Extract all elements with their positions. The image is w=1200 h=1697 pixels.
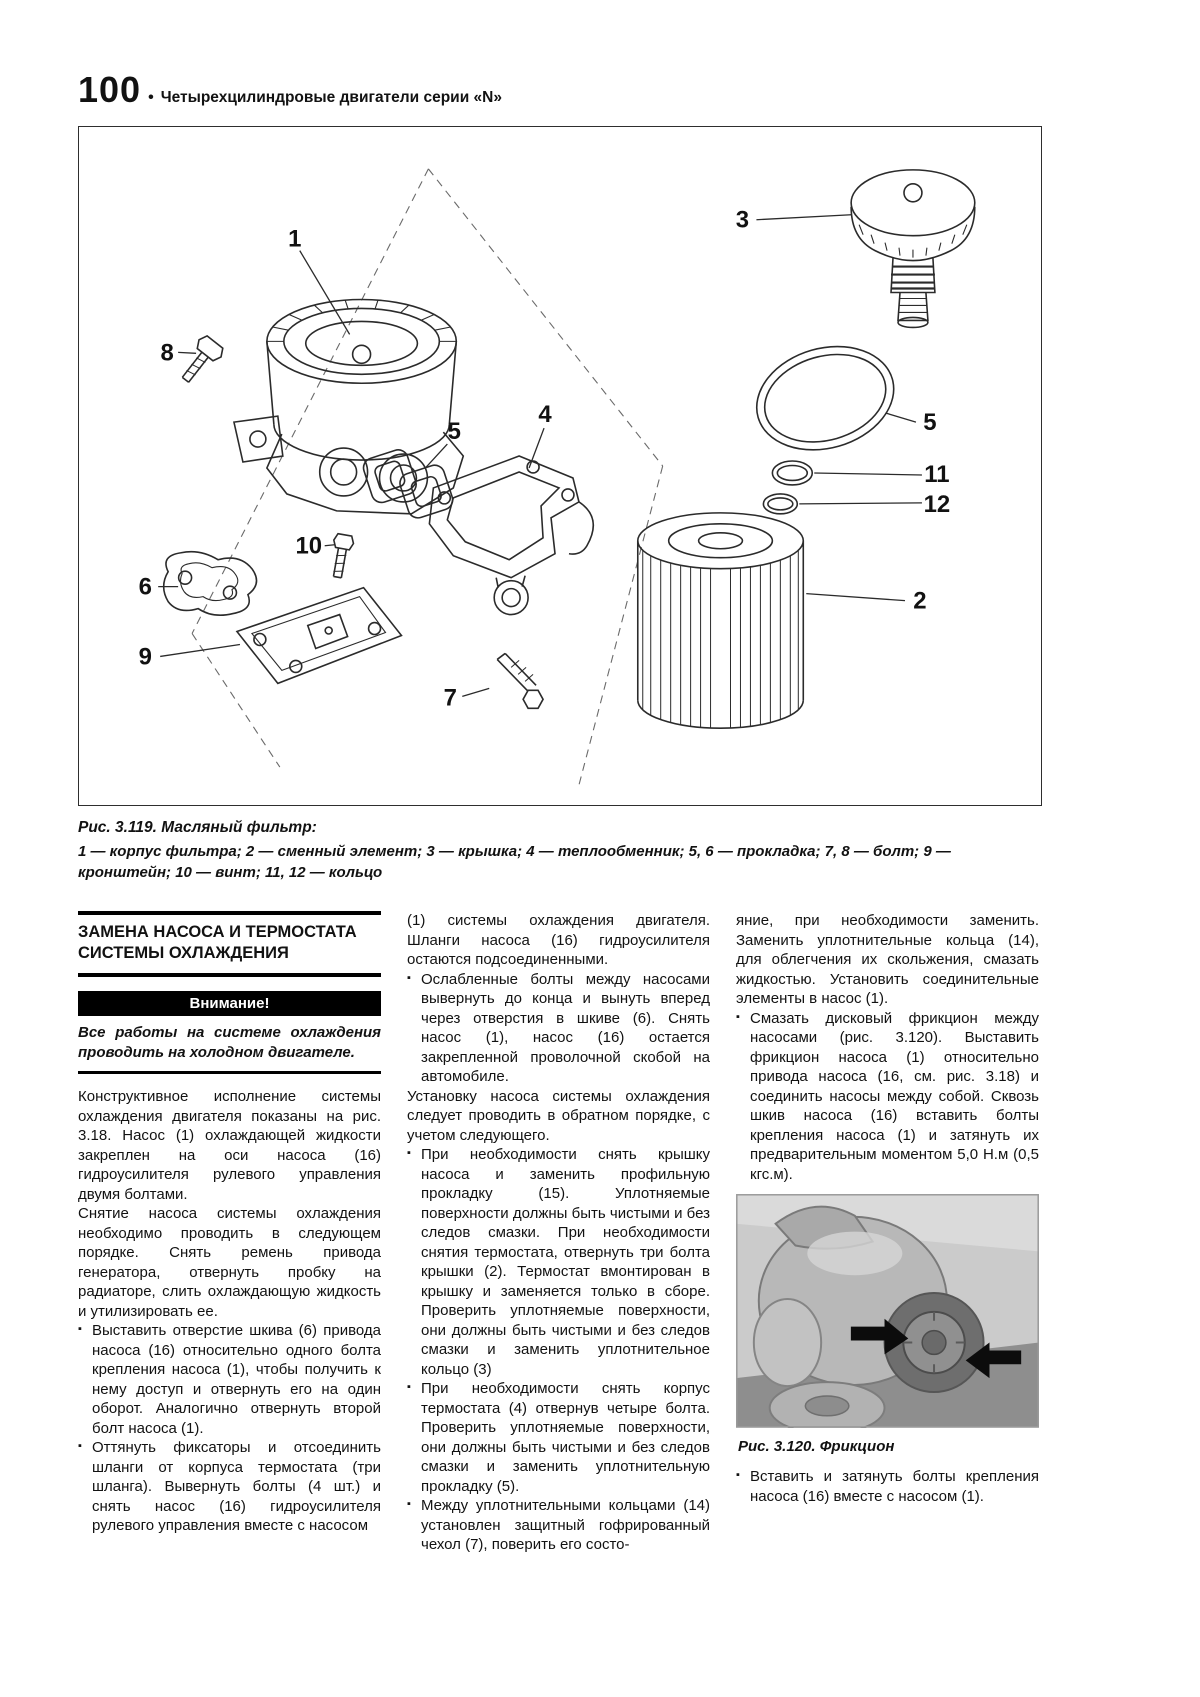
- bullet-item: ▪ Смазать дисковый фрикцион между насосами (рис. 3.120). Выставить фрикцион насоса (1) относительно привода насоса (16, см. рис. 3.18) и соединить насосы между собой. Сквозь шкив насоса (16) вставить болты крепления насоса (1) и затянуть их предварительным моментом 5,0 Н.м (0,5 кгс.м).: [736, 1009, 1039, 1185]
- callout-11: 11: [924, 460, 950, 488]
- callout-5-left: 5: [447, 418, 461, 446]
- bullet-item: ▪ Вставить и затянуть болты крепления насоса (16) вместе с насосом (1).: [736, 1467, 1039, 1506]
- friction-photo-image: [736, 1194, 1039, 1428]
- part-ring-12: [763, 494, 797, 514]
- callout-2: 2: [913, 587, 927, 615]
- callout-7: 7: [443, 684, 457, 712]
- paragraph: (1) системы охлаждения двигателя. Шланги насоса (16) гидроусилителя остаются подсоединенными.: [407, 912, 710, 968]
- friction-photo: [736, 1194, 1039, 1456]
- page-header: [78, 69, 1042, 110]
- column-1-body: [78, 1087, 381, 1536]
- figure-3-119-caption: [78, 819, 1042, 883]
- bullet-item: ▪ При необходимости снять крышку насоса и заменить профильную прокладку (15). Уплотняемые поверхности должны быть чистыми и без следов смазки. При необходимости снятия термостата, отвернуть три болта крышки (2). Термостат вмонтирован в крышку и заменяется только в сборе. Проверить уплотняемые поверхности, они должны быть чистыми и без следов смазки и заменить уплотнительное кольцо (3): [407, 1145, 710, 1379]
- warning-title: Внимание!: [78, 991, 381, 1017]
- part-heat-exchanger: [429, 456, 593, 615]
- page-header-title: Четырехцилиндровые двигатели серии «N»: [160, 89, 502, 106]
- page-number: 100: [78, 69, 142, 110]
- paragraph: яние, при необходимости заменить. Заменить уплотнительные кольца (14), для облегчения их скольжения, смазать жидкостью. Установить соединительные элементы в насос (1).: [736, 912, 1039, 1007]
- callout-10: 10: [295, 532, 323, 560]
- text-columns: [78, 911, 1042, 1555]
- callout-8: 8: [160, 339, 174, 367]
- column-3: [736, 911, 1039, 1555]
- callout-4: 4: [538, 401, 552, 429]
- bullet-item: ▪ Выставить отверстие шкива (6) привода насоса (16) относительно одного болта крепления насоса (1), чтобы получить к нему доступ и отвернуть его на один оборот. Аналогично отвернуть второй болт насоса (1).: [78, 1321, 381, 1438]
- figure-3-120-caption: Рис. 3.120. Фрикцион: [738, 1437, 895, 1455]
- bullet-item: ▪ Ослабленные болты между насосами вывернуть до конца и вынуть вперед через отверстия в шкиве (6). Снять насос (1), насос (16) остается закрепленной проволочной скобой на автомобиле.: [407, 970, 710, 1087]
- part-bolt-7: [497, 653, 543, 708]
- callout-1: 1: [288, 225, 302, 253]
- column-2: [407, 911, 710, 1555]
- part-gasket-6: [164, 552, 257, 616]
- part-ring-11: [772, 461, 812, 485]
- bullet-item: ▪ При необходимости снять корпус термостата (4) отвернув четыре болта. Проверить уплотняемые поверхности, они должны быть чистыми и без следов смазки и заменить уплотнительную прокладку (5).: [407, 1379, 710, 1496]
- part-bolt-8: [174, 333, 225, 388]
- callout-12: 12: [923, 490, 951, 518]
- callout-3: 3: [735, 206, 750, 234]
- part-oring-5-right: [744, 331, 906, 465]
- column-1: [78, 911, 381, 1555]
- bullet-item: ▪ Оттянуть фиксаторы и отсоединить шланги от корпуса термостата (три шланга). Вывернуть болты (4 шт.) и снять насос (16) гидроусилителя рулевого управления вместе с насосом: [78, 1438, 381, 1536]
- warning-box: [78, 991, 381, 1075]
- callout-6: 6: [138, 573, 152, 601]
- paragraph: Конструктивное исполнение системы охлаждения двигателя показаны на рис. 3.18. Насос (1) охлаждающей жидкости закреплен на оси насоса (16) гидроусилителя рулевого управления двумя болтами.: [78, 1088, 381, 1203]
- header-separator-dot: •: [148, 89, 154, 106]
- part-bracket-9: [237, 588, 402, 684]
- paragraph: Установку насоса системы охлаждения следует проводить в обратном порядке, с учетом следующего.: [407, 1087, 710, 1144]
- section-heading: ЗАМЕНА НАСОСА И ТЕРМОСТАТА СИСТЕМЫ ОХЛАЖДЕНИЯ: [78, 911, 381, 977]
- oil-filter-exploded-figure: [78, 126, 1042, 806]
- figure-caption-parts-list: 1 — корпус фильтра; 2 — сменный элемент; 3 — крышка; 4 — теплообменник; 5, 6 — прокладка; 7, 8 — болт; 9 — кронштейн; 10 — винт; 11, 12 — кольцо: [78, 843, 951, 881]
- callout-5-right: 5: [923, 409, 937, 437]
- callout-9: 9: [138, 643, 152, 671]
- oil-filter-diagram: [79, 127, 1041, 805]
- part-cap-3: [851, 170, 975, 328]
- part-screw-10: [328, 533, 355, 579]
- figure-caption-title: Рис. 3.119. Масляный фильтр:: [78, 819, 317, 836]
- bullet-item: ▪ Между уплотнительными кольцами (14) установлен защитный гофрированный чехол (7), поверить его состо-: [407, 1496, 710, 1555]
- warning-text: Все работы на системе охлаждения проводить на холодном двигателе.: [78, 1024, 381, 1061]
- part-filter-element: [638, 513, 804, 728]
- paragraph: Снятие насоса системы охлаждения необходимо проводить в следующем порядке. Снять ремень привода генератора, отвернуть пробку на радиаторе, слить охлаждающую жидкость и утилизировать ее.: [78, 1205, 381, 1320]
